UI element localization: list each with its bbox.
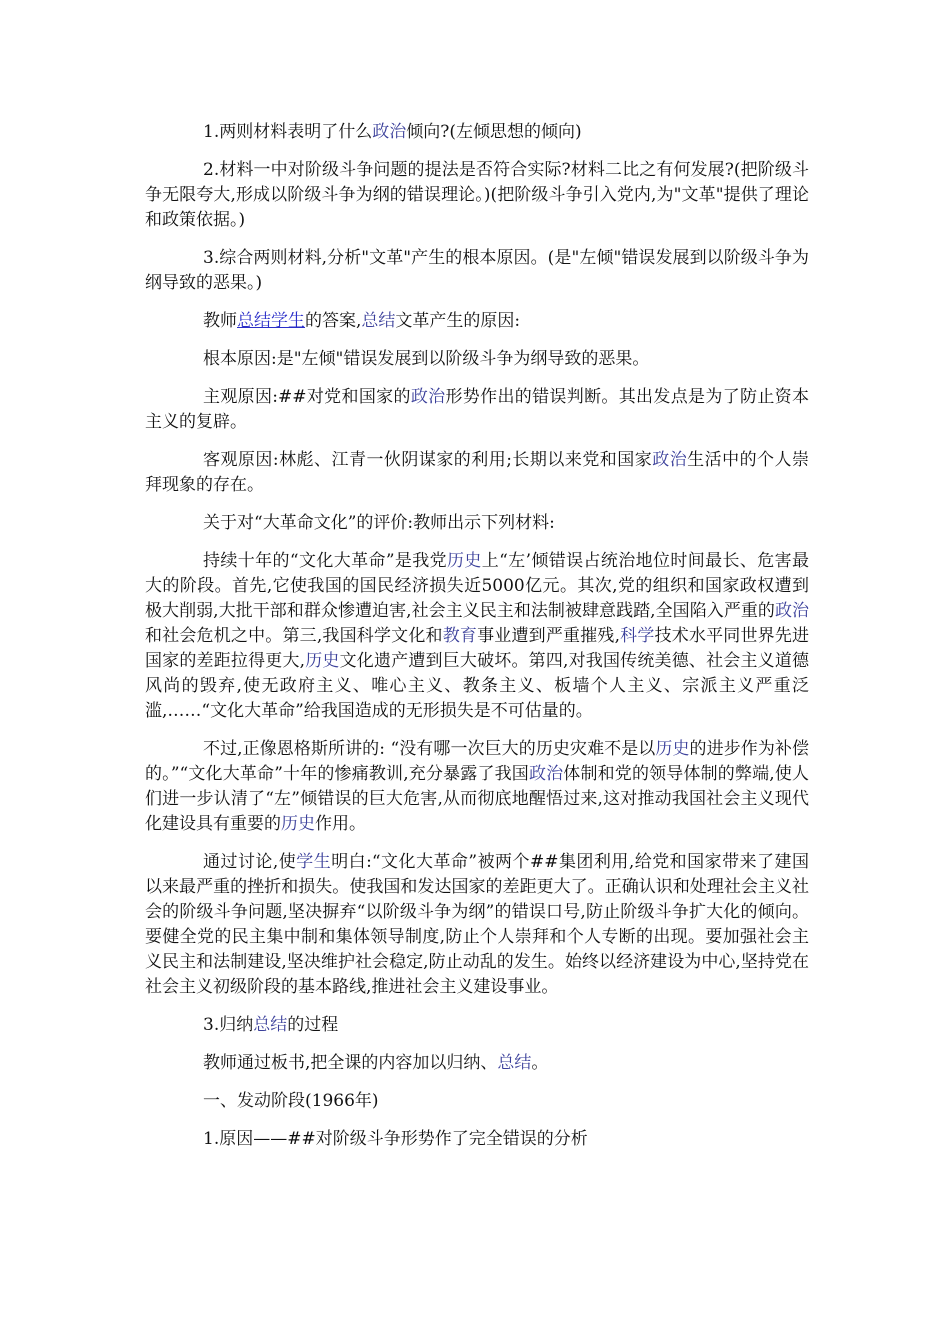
paragraph-text: 根本原因:是"左倾"错误发展到以阶级斗争为纲导致的恶果。 xyxy=(203,349,650,369)
paragraph-text: 持续十年的“文化大革命”是我党 xyxy=(203,551,448,571)
paragraph-text: 形势作出的错误判断。其出发点是为了防止资本主义的复辟。 xyxy=(145,387,810,432)
paragraph-text: 体制和党的领导体制的弊端,使人们进一步认清了“左”倾错误的巨大危害,从而彻底地醒悟过来,这对推动我国社会主义现代化建设具有重要的 xyxy=(145,764,810,834)
keyword-highlight: 历史 xyxy=(655,739,690,759)
paragraph-text: 的进步作为补偿的。”“文化大革命”十年的惨痛教训,充分暴露了我国 xyxy=(145,739,810,784)
keyword-highlight: 政治 xyxy=(774,601,809,621)
paragraph xyxy=(145,1051,809,1076)
paragraph-text: 文化遗产遭到巨大破坏。第四,对我国传统美德、社会主义道德风尚的毁弃,使无政府主义、唯心主义、教条主义、板墙个人主义、宗派主义严重泛滥,……“文化大革命”给我国造成的无形损失是不可估量的。 xyxy=(145,651,810,721)
paragraph-text: 倾向?(左倾思想的倾向) xyxy=(406,122,582,142)
paragraph xyxy=(145,511,809,536)
document-body xyxy=(145,120,809,1165)
paragraph xyxy=(145,246,809,296)
keyword-highlight: 科学 xyxy=(620,626,655,646)
keyword-highlight: 教育 xyxy=(442,626,478,646)
keyword-highlight: 历史 xyxy=(305,651,340,671)
paragraph-text: 事业遭到严重摧残, xyxy=(477,626,620,646)
paragraph-text: 1.两则材料表明了什么 xyxy=(203,122,373,142)
paragraph-text: 上“左’倾错误占统治地位时间最长、危害最大的阶段。首先,它使我国的国民经济损失近5000亿元。其次,党的组织和国家政权遭到极大削弱,大批干部和群众惨遭迫害,社会主义民主和法制被肆意践踏,全国陷入严重的 xyxy=(145,551,809,621)
paragraph xyxy=(145,120,809,145)
paragraph-text: 不过,正像恩格斯所讲的: “没有哪一次巨大的历史灾难不是以 xyxy=(203,739,656,759)
paragraph-text: 一、发动阶段(1966年) xyxy=(203,1091,379,1111)
keyword-highlight: 政治 xyxy=(410,387,446,407)
paragraph xyxy=(145,1127,809,1152)
paragraph-text: 教师通过板书,把全课的内容加以归纳、 xyxy=(203,1053,498,1073)
paragraph-text: 生活中的个人崇拜现象的存在。 xyxy=(145,450,810,495)
keyword-highlight: 政治 xyxy=(372,122,407,142)
paragraph-text: 的过程 xyxy=(287,1015,339,1035)
paragraph xyxy=(145,850,809,1000)
paragraph-text: 客观原因:林彪、江青一伙阴谋家的利用;长期以来党和国家 xyxy=(203,450,653,470)
paragraph xyxy=(145,309,809,334)
paragraph-text: 教师 xyxy=(203,311,237,331)
paragraph-text: 2.材料一中对阶级斗争问题的提法是否符合实际?材料二比之有何发展?(把阶级斗争无限夸大,形成以阶级斗争为纲的错误理论。)(把阶级斗争引入党内,为"文革"提供了理论和政策依据。) xyxy=(145,160,809,230)
keyword-highlight: 学生 xyxy=(296,852,332,872)
paragraph xyxy=(145,1089,809,1114)
keyword-highlight: 历史 xyxy=(447,551,482,571)
keyword-link[interactable]: 总结学生 xyxy=(237,311,305,331)
paragraph-text: 技术水平同世界先进国家的差距拉得更大, xyxy=(145,626,810,671)
paragraph-text: 1.原因——##对阶级斗争形势作了完全错误的分析 xyxy=(203,1129,588,1149)
keyword-highlight: 政治 xyxy=(652,450,688,470)
keyword-highlight: 总结 xyxy=(361,311,396,331)
paragraph-text: 文革产生的原因: xyxy=(395,311,521,331)
paragraph-text: 作用。 xyxy=(315,814,366,834)
paragraph-text: 和社会危机之中。第三,我国科学文化和 xyxy=(145,626,443,646)
paragraph xyxy=(145,347,809,372)
paragraph-text: 的答案, xyxy=(305,311,362,331)
paragraph-text: 关于对“大革命文化”的评价:教师出示下列材料: xyxy=(203,513,555,533)
paragraph-text: 3.归纳 xyxy=(203,1015,254,1035)
paragraph-text: 明白:“文化大革命”被两个##集团利用,给党和国家带来了建国以来最严重的挫折和损失。使我国和发达国家的差距更大了。正确认识和处理社会主义社会的阶级斗争问题,坚决摒弃“以阶级斗争为纲”的错误口号,防止阶级斗争扩大化的倾向。要健全党的民主集中制和集体领导制度,防止个人崇拜和个人专断的出现。要加强社会主义民主和法制建设,坚决维护社会稳定,防止动乱的发生。始终以经济建设为中心,坚持党在社会主义初级阶段的基本路线,推进社会主义建设事业。 xyxy=(145,852,809,997)
keyword-highlight: 政治 xyxy=(528,764,564,784)
paragraph-text: 3.综合两则材料,分析"文革"产生的根本原因。(是"左倾"错误发展到以阶级斗争为纲导致的恶果。) xyxy=(145,248,809,293)
paragraph xyxy=(145,385,809,435)
paragraph xyxy=(145,549,809,724)
keyword-highlight: 总结 xyxy=(497,1053,532,1073)
paragraph-text: 。 xyxy=(531,1053,549,1073)
paragraph xyxy=(145,448,809,498)
paragraph-text: 主观原因:##对党和国家的 xyxy=(203,387,411,407)
paragraph-text: 通过讨论,使 xyxy=(203,852,297,872)
paragraph xyxy=(145,737,809,837)
keyword-highlight: 总结 xyxy=(253,1015,288,1035)
paragraph xyxy=(145,1013,809,1038)
paragraph xyxy=(145,158,809,233)
keyword-highlight: 历史 xyxy=(281,814,315,834)
